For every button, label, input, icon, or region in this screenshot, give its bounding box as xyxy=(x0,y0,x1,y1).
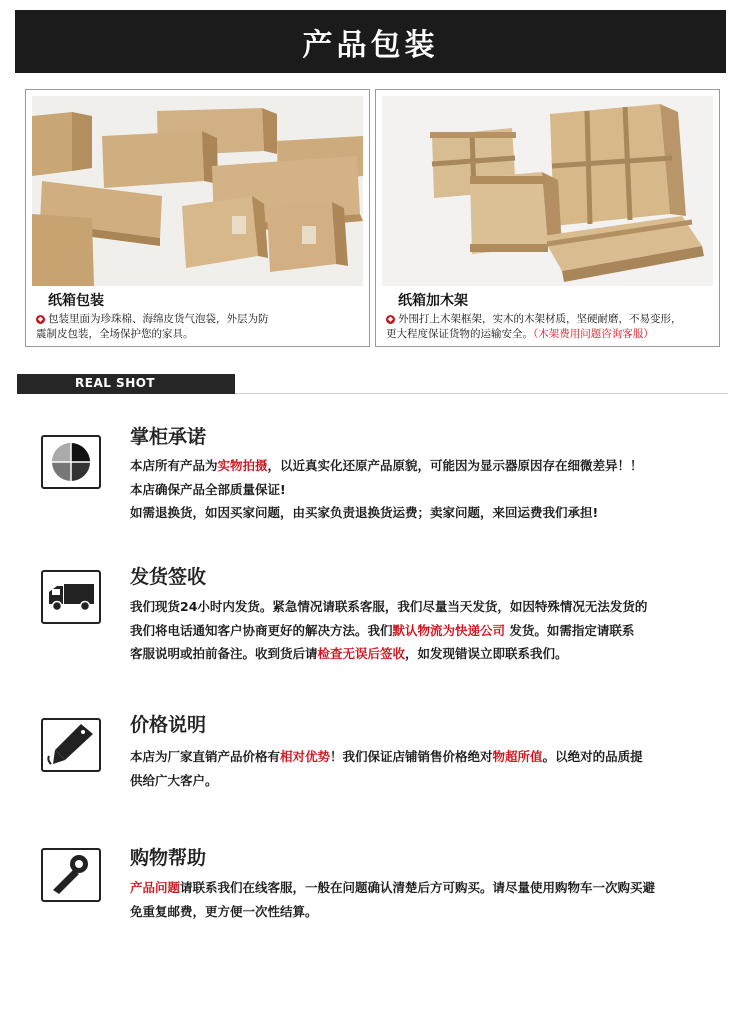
page-banner xyxy=(15,10,726,73)
panel-description xyxy=(36,312,364,342)
bullet-icon: ◆ xyxy=(387,315,394,323)
highlight-text: 实物拍摄 xyxy=(217,458,268,473)
wood-crate-photo xyxy=(382,96,713,286)
text: 本店所有产品为 xyxy=(130,458,218,473)
desc-line: 外围打上木架框架，实木的木架材质，坚硬耐磨，不易变形， xyxy=(398,313,682,325)
banner-title: 产品包装 xyxy=(302,27,439,63)
section-text xyxy=(130,595,715,666)
highlight-text: 默认物流为快递公司 xyxy=(392,622,506,638)
text: 本店确保产品全部质量保证! xyxy=(130,481,286,497)
text: 我们现货24小时内发货。紧急情况请联系客服，我们尽量当天发货，如因特殊情况无法发货的 xyxy=(130,599,648,614)
section-text xyxy=(130,745,715,792)
text: 如需退换货，如因买家问题，由买家负责退换货运费；卖家问题，来回运费我们承担! xyxy=(130,505,599,520)
panel-title: 纸箱加木架 xyxy=(398,293,468,309)
wood-frame-panel xyxy=(375,89,720,347)
carton-boxes-photo xyxy=(32,96,363,286)
desc-line: 包装里面为珍珠棉、海绵皮货气泡袋，外层为防 xyxy=(48,313,269,325)
panel-title: 纸箱包装 xyxy=(48,293,104,309)
text: 免重复邮费，更方便一次性结算。 xyxy=(130,903,318,919)
text: 我们将电话通知客户协商更好的解决方法。我们 xyxy=(130,622,393,638)
real-shot-label: REAL SHOT xyxy=(75,376,156,390)
section-title: 购物帮助 xyxy=(130,847,207,869)
text: ，以近真实化还原产品原貌，可能因为显示器原因存在细微差异！！ xyxy=(267,458,643,473)
carton-packaging-panel xyxy=(25,89,370,347)
text: 客服说明或拍前备注。收到货后请 xyxy=(130,646,318,661)
bullet-icon: ◆ xyxy=(37,315,44,323)
text: 请联系我们在线客服，一般在问题确认清楚后方可购买。请尽量使用购物车一次购买避 xyxy=(180,880,656,895)
text: ，如发现错误立即联系我们。 xyxy=(405,646,568,661)
text: 本店为厂家直销产品价格有 xyxy=(130,749,281,764)
wrench-tool-icon xyxy=(41,848,101,902)
section-divider xyxy=(235,393,728,394)
text: ！我们保证店铺销售价格绝对 xyxy=(330,749,493,764)
pen-tag-icon xyxy=(41,718,101,772)
pie-chart-icon xyxy=(41,435,101,489)
desc-line: 更大程度保证货物的运输安全。 xyxy=(386,328,533,340)
delivery-truck-icon xyxy=(41,570,101,624)
section-text xyxy=(130,876,715,923)
section-title: 价格说明 xyxy=(130,714,207,736)
highlight-text: 产品问题 xyxy=(130,880,181,895)
text: 发货。如需指定请联系 xyxy=(505,622,635,638)
highlight-text: 检查无误后签收 xyxy=(317,646,406,661)
desc-line: 震制皮包装，全场保护您的家具。 xyxy=(36,328,194,340)
text: 。以绝对的品质提 xyxy=(542,749,643,764)
desc-highlight: （木架费用问题咨询客服） xyxy=(533,328,654,340)
section-text xyxy=(130,454,715,525)
highlight-text: 物超所值 xyxy=(492,749,543,764)
section-title: 发货签收 xyxy=(130,566,207,588)
text: 供给广大客户。 xyxy=(130,772,218,788)
panel-description xyxy=(386,312,714,342)
highlight-text: 相对优势 xyxy=(280,749,331,764)
section-title: 掌柜承诺 xyxy=(130,426,207,448)
